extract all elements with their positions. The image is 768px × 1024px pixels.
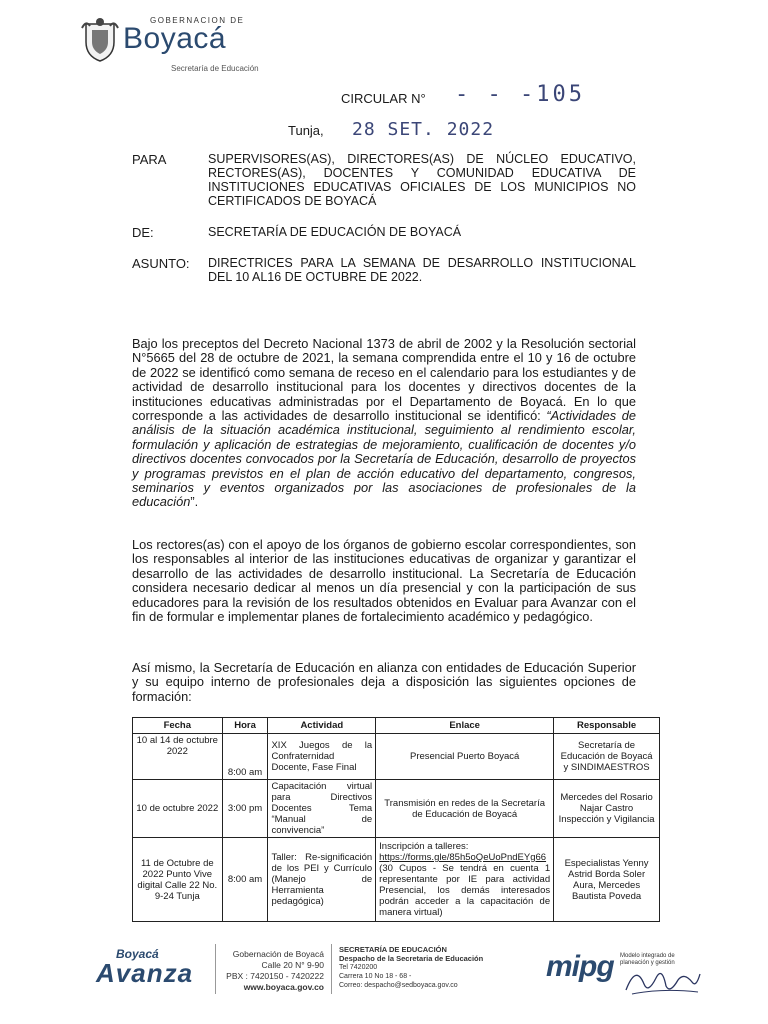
cell-responsable: Especialistas Yenny Astrid Borda Soler Aura, Mercedes Bautista Poveda — [554, 838, 660, 922]
footer-email[interactable]: Correo: despacho@sedboyaca.gov.co — [339, 982, 458, 989]
body-paragraph-3: Así mismo, la Secretaría de Educación en alianza con entidades de Educación Superior y su equipo interno de profesionales deja a disposición las siguientes opciones de formación: — [132, 660, 636, 704]
body-paragraph-2: Los rectores(as) con el apoyo de los órganos de gobierno escolar correspondientes, son los responsables al interior de las instituciones educativas de organizar y garantizar el desarrollo de las actividades de desarrollo institucional. La Secretaría de Educación considera necesario dedicar al menos un día presencial y con la participación de sus educadores para la revisión de los resultados obtenidos en Evaluar para Avanzar con el fin de formular e implementar planes de fortalecimiento académico y pedagógico. — [132, 537, 636, 625]
col-header-fecha: Fecha — [133, 718, 223, 734]
footer-address: Calle 20 N° 9-90 — [261, 960, 324, 970]
footer-gob-name: Gobernación de Boyacá — [232, 949, 324, 959]
city-label: Tunja, — [288, 123, 324, 138]
footer-despacho: Despacho de la Secretaria de Educación — [339, 954, 484, 963]
table-row — [133, 780, 660, 838]
handwritten-signature-icon — [622, 960, 702, 1000]
coat-of-arms-icon — [80, 16, 120, 62]
registration-link[interactable]: https://forms.gle/85h5oQeUoPndEYg66 — [379, 852, 547, 863]
cell-fecha: 10 de octubre 2022 — [133, 780, 223, 838]
date-stamp: 28 SET. 2022 — [352, 119, 495, 140]
cell-actividad: Taller: Re-significación de los PEI y Currículo (Manejo de Herramienta pedagógica) — [268, 838, 376, 922]
footer-sec-title: SECRETARÍA DE EDUCACIÓN — [339, 945, 447, 954]
circular-label: CIRCULAR N° — [341, 91, 426, 106]
footer-secretaria-contact — [339, 945, 539, 990]
table-row — [133, 838, 660, 922]
cell-enlace: Presencial Puerto Boyacá — [376, 734, 554, 780]
de-sender: SECRETARÍA DE EDUCACIÓN DE BOYACÁ — [208, 225, 462, 239]
paragraph-1-quote: “Actividades de análisis de la situación académica institucional, seguimiento al rendimiento escolar, formulación y aplicación de estrategias de mejoramiento, cualificación de docentes y/o directivos docentes convocados por la Secretaría de Educación, desarrollo de proyectos y programas previstos en el plan de acción educativo del departamento, congresos, seminarios y eventos organizados por las asociaciones de profesionales de la educación — [132, 408, 636, 510]
cell-hora: 3:00 pm — [222, 780, 268, 838]
cell-hora: 8:00 am — [222, 734, 268, 780]
asunto-subject: DIRECTRICES PARA LA SEMANA DE DESARROLLO INSTITUCIONAL DEL 10 AL16 DE OCTUBRE DE 2022. — [208, 256, 636, 284]
enlace-intro: Inscripción a talleres: — [379, 841, 469, 852]
col-header-actividad: Actividad — [268, 718, 376, 734]
footer-gobernacion-contact — [224, 949, 324, 993]
cell-fecha: 11 de Octubre de 2022 Punto Vive digital Calle 22 No. 9-24 Tunja — [133, 838, 223, 922]
col-header-responsable: Responsable — [554, 718, 660, 734]
de-label: DE: — [132, 225, 154, 240]
enlace-details: (30 Cupos - Se tendrá en cuenta 1 representante por IE para actividad Presencial, los demás interesados podrán acceder a la capacitación de manera virtual) — [379, 863, 551, 918]
circular-number-stamp: - - -105 — [455, 82, 585, 107]
cell-hora: 8:00 am — [222, 838, 268, 922]
footer-avanza-logo: Avanza — [96, 958, 194, 988]
footer-boyaca-logo-small: Boyacá — [116, 947, 159, 961]
paragraph-1-end: ”. — [190, 494, 199, 510]
col-header-hora: Hora — [222, 718, 268, 734]
paragraph-1-text: Bajo los preceptos del Decreto Nacional 1373 de abril de 2002 y la Resolución sectorial N°5665 del 28 de octubre de 2021, la semana comprendida entre el 10 y 16 de octubre de 2022 se identificó como semana de receso en el calendario para los estudiantes y de actividad de desarrollo institucional para los docentes y directivos docentes de la instituciones educativas administradas por el Departamento de Boyacá. En lo que corresponde a las actividades de desarrollo institucional se identificó: — [132, 336, 636, 424]
asunto-label: ASUNTO: — [132, 256, 190, 271]
footer-divider — [331, 944, 332, 994]
brand-name: Boyacá — [123, 22, 227, 55]
cell-actividad: XIX Juegos de la Confraternidad Docente, Fase Final — [268, 734, 376, 780]
col-header-enlace: Enlace — [376, 718, 554, 734]
mipg-note: Modelo integrado de planeación y gestión — [620, 953, 675, 966]
mipg-logo: mipg — [546, 950, 614, 983]
footer-pbx: PBX : 7420150 - 7420222 — [226, 971, 324, 981]
footer-website[interactable]: www.boyaca.gov.co — [243, 982, 324, 992]
para-label: PARA — [132, 152, 167, 167]
brand-subtitle: Secretaría de Educación — [171, 64, 259, 73]
table-header-row — [133, 718, 660, 734]
cell-fecha: 10 al 14 de octubre 2022 — [133, 734, 223, 780]
cell-enlace — [376, 838, 554, 922]
cell-responsable: Secretaría de Educación de Boyacá y SINDIMAESTROS — [554, 734, 660, 780]
training-schedule-table — [132, 717, 660, 922]
footer-carrera: Carrera 10 No 18 - 68 - — [339, 973, 412, 980]
footer-tel: Tel 7420200 — [339, 964, 378, 971]
cell-responsable: Mercedes del Rosario Najar Castro Inspección y Vigilancia — [554, 780, 660, 838]
body-paragraph-1 — [132, 337, 636, 510]
para-recipients: SUPERVISORES(AS), DIRECTORES(AS) DE NÚCLEO EDUCATIVO, RECTORES(AS), DOCENTES Y COMUNIDAD EDUCATIVA DE INSTITUCIONES EDUCATIVAS OFICIALES DE LOS MUNICIPIOS NO CERTIFICADOS DE BOYACÁ — [208, 152, 636, 208]
table-row — [133, 734, 660, 780]
footer-divider — [215, 944, 216, 994]
gobernacion-label: GOBERNACION DE — [150, 16, 245, 25]
cell-actividad: Capacitación virtual para Directivos Docentes Tema “Manual de convivencia” — [268, 780, 376, 838]
cell-enlace: Transmisión en redes de la Secretaría de Educación de Boyacá — [376, 780, 554, 838]
